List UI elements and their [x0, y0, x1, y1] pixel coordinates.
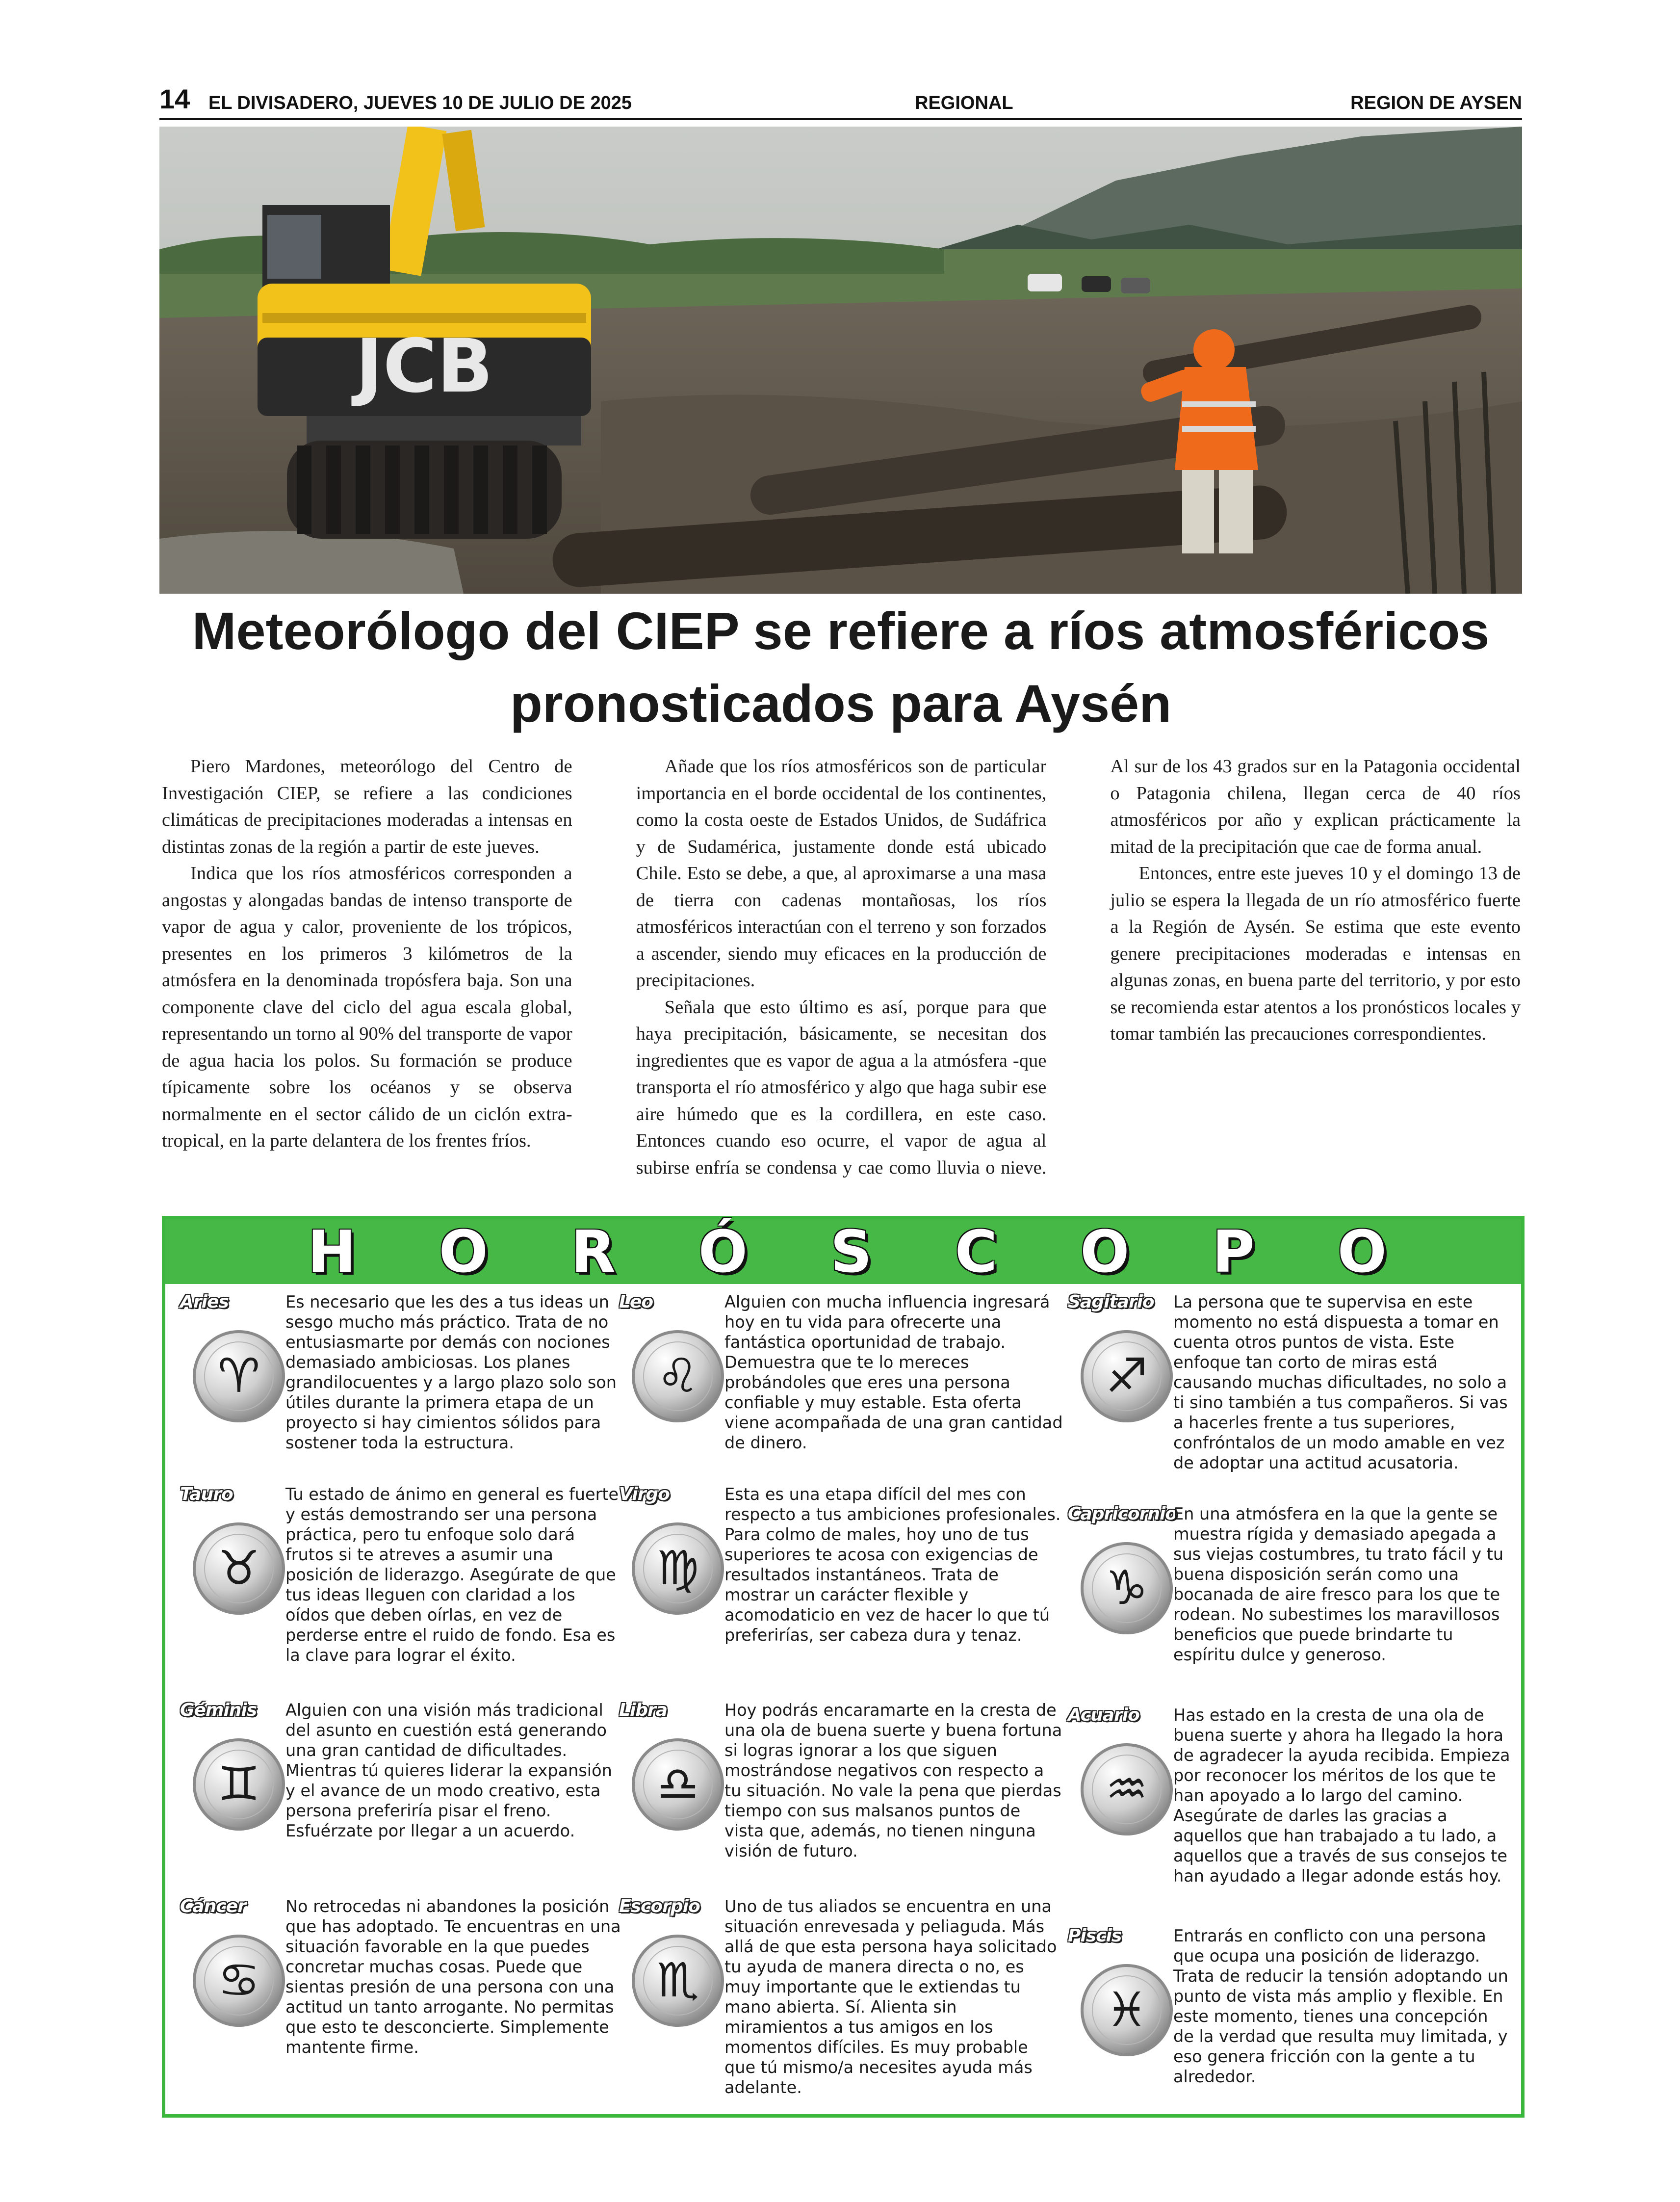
- sign-escorpio: [619, 1896, 1060, 2097]
- title-letter: O: [1080, 1218, 1130, 1285]
- sign-piscis: [1068, 1926, 1509, 2122]
- sign-text: En una atmósfera en la que la gente se muestra rígida y demasiado apegada a sus viejas costumbres, tu trato fácil y tu buena disposición serán como una bocanada de aire fresco para los que te rodean. No subestimes los maravillosos beneficios que puede brindarte tu espíritu dulce y generoso.: [1173, 1504, 1504, 1664]
- news-photo: [159, 127, 1522, 594]
- date-line: EL DIVISADERO, JUEVES 10 DE JULIO DE 2025: [208, 93, 632, 113]
- sign-libra: [619, 1700, 1060, 1896]
- title-letter: Ó: [698, 1218, 748, 1285]
- taurus-bull-glyph: ♉: [217, 1541, 260, 1596]
- sign-name: Virgo: [619, 1484, 670, 1504]
- aquarius-water-bearer-glyph: ♒: [1105, 1761, 1148, 1816]
- sign-text: Hoy podrás encaramarte en la cresta de una ola de buena suerte y buena fortuna si logras ignorar a los que siguen mostrándose negativos con respecto a tu situación. No vale la pena que pierdas tiempo con sus malsanos puntos de vista que, además, no tienen ninguna visión de futuro.: [724, 1701, 1062, 1861]
- sign-cancer: [180, 1896, 621, 2093]
- sign-text: La persona que te supervisa en este momento no está dispuesta a tomar en cuenta otros puntos de vista. Este enfoque tan corto de miras está causando muchas dificultades, no solo a ti sino también a tus compañeros. Si vas a hacerles frente a tus superiores, confróntalos de un modo amable en vez de adoptar una actitud acusatoria.: [1173, 1292, 1508, 1472]
- sign-name: Piscis: [1068, 1926, 1122, 1946]
- sign-name: Libra: [619, 1700, 668, 1720]
- virgo-maiden-glyph: ♍: [656, 1541, 699, 1596]
- title-letter: O: [1337, 1218, 1387, 1285]
- article-paragraph: Entonces, entre este jueves 10 y el domingo 13 de julio se espera la llegada de un río atmosférico fuerte a la Región de Aysén. Se estima que este evento genere precipitaciones moderadas e intensas en algunas zonas, en buena parte del territorio, y por esto se recomienda estar atentos a los pronósticos locales y tomar también las precauciones correspondientes.: [1110, 863, 1521, 1044]
- sign-name: Cáncer: [180, 1896, 246, 1916]
- pisces-fish-icon: [1078, 1961, 1176, 2059]
- article-paragraph: Piero Mardones, meteorólogo del Centro de Investigación CIEP, se refiere a las condiciones climáticas de precipitaciones moderadas a intensas en distintas zonas de la región a partir de este jueves.: [162, 756, 572, 857]
- leo-lion-icon: [629, 1327, 727, 1425]
- taurus-bull-icon: [190, 1520, 288, 1618]
- page-header: [159, 84, 1522, 120]
- sign-name: Sagitario: [1068, 1292, 1154, 1312]
- scorpio-scorpion-icon: [629, 1932, 727, 2030]
- article-paragraph: Añade que los ríos atmosféricos son de particular importancia en el borde occidental de los continentes, como la costa oeste de Estados Unidos, de Sudáfrica y de Sudamérica, justamente donde está ubicado Chile. Esto se debe, a que, al aproximarse a una masa de tierra con cadenas montañosas, los ríos atmosféricos interactúan con el terreno y son forzados a ascender, siendo muy eficaces en la producción de precipitaciones.: [636, 756, 1047, 991]
- sagittarius-archer-glyph: ♐: [1105, 1348, 1148, 1403]
- sign-text: Tu estado de ánimo en general es fuerte y estás demostrando ser una persona práctica, pero tu enfoque solo dará frutos si te atreves a asumir una posición de liderazgo. Asegúrate de que tus ideas lleguen con claridad a los oídos que deben oírlas, en vez de perderse entre el ruido de fondo. Esa es la clave para lograr el éxito.: [285, 1485, 619, 1665]
- cancer-crab-icon: [190, 1932, 288, 2030]
- title-letter: R: [570, 1218, 616, 1285]
- sign-text: Es necesario que les des a tus ideas un sesgo mucho más práctico. Trata de no entusiasmarte por demás con nociones demasiado ambiciosas. Los planes grandilocuentes y a largo plazo solo son útiles durante la primera etapa de un proyecto si hay cimientos sólidos para sostener toda la estructura.: [285, 1292, 617, 1452]
- cancer-crab-glyph: ♋: [217, 1953, 260, 2008]
- title-letter: O: [439, 1218, 488, 1285]
- title-letter: H: [308, 1218, 356, 1285]
- leo-lion-glyph: ♌: [656, 1348, 699, 1403]
- sign-name: Escorpio: [619, 1896, 700, 1916]
- page-number: 14: [159, 83, 190, 114]
- sign-name: Acuario: [1068, 1705, 1139, 1725]
- horoscope-title: [308, 1219, 1387, 1284]
- horoscope-box: [162, 1216, 1525, 2118]
- title-letter: S: [830, 1218, 872, 1285]
- gemini-twins-glyph: ♊: [217, 1756, 260, 1811]
- sign-acuario: [1068, 1705, 1509, 1901]
- sign-leo: [619, 1292, 1063, 1488]
- sign-text: Has estado en la cresta de una ola de buena suerte y ahora ha llegado la hora de agradecer la ayuda recibida. Empieza por reconocer los méritos de los que te han apoyado a lo largo del camino. Asegúrate de darles las gracias a aquellos que han trabajado a tu lado, a aquellos que a través de sus consejos te han ayudado a llegar adonde estás hoy.: [1173, 1705, 1510, 1886]
- sign-sagitario: [1068, 1292, 1509, 1488]
- sign-aries: [180, 1292, 621, 1488]
- sign-geminis: [180, 1700, 621, 1896]
- article-headline: [159, 595, 1522, 740]
- libra-scales-icon: [629, 1735, 727, 1834]
- sign-name: Leo: [619, 1292, 653, 1312]
- headline-line-1: Meteorólogo del CIEP se refiere a ríos atmosféricos: [192, 601, 1490, 660]
- jcb-logo: JCB: [355, 324, 493, 409]
- horoscope-title-banner: [165, 1219, 1521, 1284]
- sign-text: No retrocedas ni abandones la posición que has adoptado. Te encuentras en una situación favorable en la que puedes concretar muchas cosas. Puede que sientas presión de una persona con una actitud un tanto arrogante. No permitas que esto te desconcierte. Simplemente mantente firme.: [285, 1897, 621, 2057]
- aquarius-water-bearer-icon: [1078, 1740, 1176, 1838]
- libra-scales-glyph: ♎: [656, 1756, 699, 1811]
- sign-name: Tauro: [180, 1484, 233, 1504]
- article-paragraph: Indica que los ríos atmosféricos corresponden a angostas y alongadas bandas de intenso transporte de vapor de agua y calor, proveniente de los trópicos, presentes en los primeros 3 kilómetros de la atmósfera en la denominada tropósfera baja. Son una componente clave del ciclo del agua escala global, representando un torno al 90% del transporte de vapor de agua hacia los polos. Su formación se produce típicamente sobre los océanos y se observa normalmente en el sector cálido de un ciclón extra-tropical, en la parte delantera de los frentes fríos.: [162, 863, 572, 1151]
- pisces-fish-glyph: ♓: [1105, 1982, 1148, 2037]
- sign-text: Alguien con una visión más tradicional del asunto en cuestión está generando una gran cantidad de dificultades. Mientras tú quieres liderar la expansión y el avance de un modo creativo, esta persona preferiría pisar el freno. Esfuérzate por llegar a un acuerdo.: [285, 1701, 612, 1840]
- sign-virgo: [619, 1484, 1060, 1680]
- aries-ram-glyph: ♈: [217, 1348, 260, 1403]
- capricorn-goat-glyph: ♑: [1105, 1560, 1148, 1615]
- virgo-maiden-icon: [629, 1520, 727, 1618]
- region-label: REGION DE AYSEN: [1350, 93, 1522, 113]
- flood-scene-photo: [159, 127, 1522, 594]
- sign-text: Esta es una etapa difícil del mes con respecto a tus ambiciones profesionales. Para colmo de males, hoy uno de tus superiores te acosa con exigencias de resultados instantáneos. Trata de mostrar un carácter flexible y acomodaticio en vez de hacer lo que tú preferirías, ser cabeza dura y tenaz.: [724, 1485, 1061, 1645]
- sign-name: Géminis: [180, 1700, 257, 1720]
- gemini-twins-icon: [190, 1735, 288, 1834]
- title-letter: C: [955, 1218, 998, 1285]
- sign-capricornio: [1068, 1504, 1509, 1700]
- sign-name: Aries: [180, 1292, 229, 1312]
- sign-tauro: [180, 1484, 621, 1680]
- sign-text: Entrarás en conflicto con una persona que ocupa una posición de liderazgo. Trata de reducir la tensión adoptando un punto de vista más amplio y flexible. En este momento, tienes una concepción de la verdad que resulta muy limitada, y eso genera fricción con la gente a tu alrededor.: [1173, 1926, 1508, 2086]
- headline-line-2: pronosticados para Aysén: [510, 674, 1172, 733]
- scorpio-scorpion-glyph: ♏: [656, 1953, 699, 2008]
- sign-name: Capricornio: [1068, 1504, 1177, 1524]
- aries-ram-icon: [190, 1327, 288, 1425]
- sagittarius-archer-icon: [1078, 1327, 1176, 1425]
- title-letter: P: [1212, 1218, 1255, 1285]
- sign-text: Alguien con mucha influencia ingresará hoy en tu vida para ofrecerte una fantástica oportunidad de trabajo. Demuestra que te lo mereces probándoles que eres una persona confiable y muy estable. Esta oferta viene acompañada de una gran cantidad de dinero.: [724, 1292, 1063, 1452]
- article-paragraph: Señala que esto último es así, porque para que haya precipitación, básicamente, se necesitan dos ingredientes que es vapor de agua a la atmósfera -que transporta el río atmosférico y algo que haga subir ese aire húmedo que es la cordillera, en este caso. Entonces cuando eso ocurre, el vapor de agua al subirse enfría se condensa y cae como lluvia o nieve. Al sur de los 43 grados sur en la Patagonia occidental o Patagonia chilena, llegan cerca de 40 ríos atmosféricos por año y explican prácticamente la mitad de la precipitación que cae de forma anual.: [636, 756, 1521, 1178]
- article-body: [162, 753, 1521, 1195]
- capricorn-goat-icon: [1078, 1539, 1176, 1637]
- sign-text: Uno de tus aliados se encuentra en una situación enrevesada y peliaguda. Más allá de que esta persona haya solicitado tu ayuda de manera directa o no, es muy importante que le extiendas tu mano abierta. Sí. Alienta sin miramientos a tus amigos en los momentos difíciles. Es muy probable que tú mismo/a necesites ayuda más adelante.: [724, 1897, 1057, 2097]
- section-label: REGIONAL: [915, 93, 1013, 113]
